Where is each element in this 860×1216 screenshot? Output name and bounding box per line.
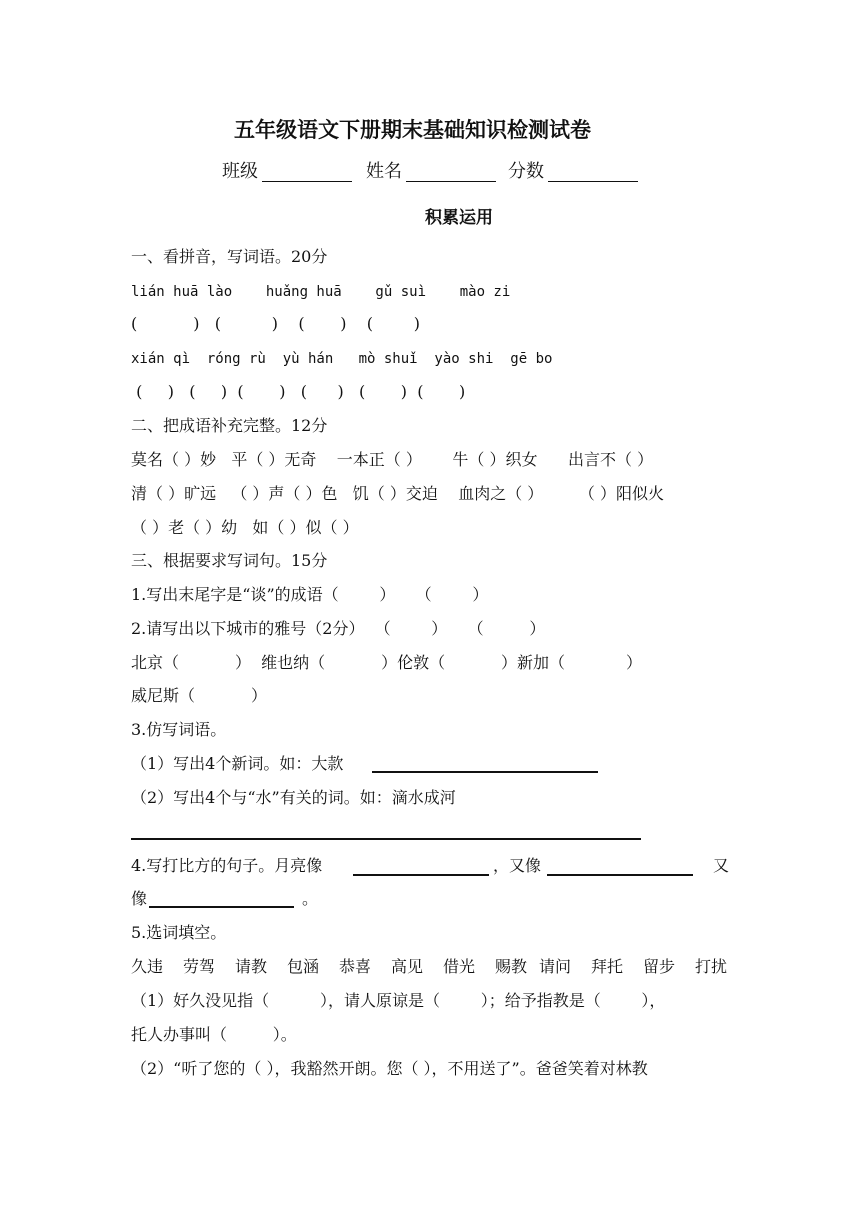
word-bank-item: 请问 [539,957,572,976]
q1-blanks-row2: ( ) ( ) ( ) ( ) ( ) ( ) [131,382,466,401]
q1-pinyin-row1: lián huā lào huǎng huā gǔ suì mào zi [131,284,511,300]
q3-item2: 2.请写出以下城市的雅号（2分） （ ） （ ） [131,619,546,638]
q3-item3-2: （2）写出4个与“水”有关的词。如：滴水成河 [131,788,456,807]
q3-item4-a: 4.写打比方的句子。月亮像 [131,856,323,875]
q3-cities-row2: 威尼斯（ ） [131,686,267,705]
q2-row1: 莫名（ ）妙 平（ ）无奇 一本正（ ） 牛（ ）织女 出言不（ ） [131,450,654,469]
name-blank[interactable] [406,181,496,182]
score-blank[interactable] [548,181,638,182]
word-bank-item: 拜托 [591,957,624,976]
class-blank[interactable] [262,181,352,182]
q3-item5-2: （2）“听了您的（ ），我豁然开朗。您（ ），不用送了”。爸爸笑着对林教 [131,1059,648,1078]
section-title: 积累运用 [425,208,493,228]
name-label: 姓名 [366,161,402,182]
q3-item5: 5.选词填空。 [131,923,227,942]
q2-row3: （ ）老（ ）幼 如（ ）似（ ） [131,518,359,537]
q3-item3-1: （1）写出4个新词。如：大款 [131,754,344,773]
q3-item4-d: 像 [131,889,148,908]
word-bank-item: 包涵 [287,957,320,976]
q3-item5-1a: （1）好久没见指（ ），请人原谅是（ ）；给予指教是（ ）， [131,991,666,1010]
q3-item4-e: 。 [302,889,319,908]
word-bank-item: 请教 [235,957,268,976]
word-bank-item: 高见 [391,957,424,976]
item4-blank-3[interactable] [149,906,294,908]
q3-cities-row: 北京（ ） 维也纳（ ）伦敦（ ）新加（ ） [131,653,643,672]
q1-pinyin-row2: xián qì róng rù yù hán mò shuǐ yào shi gē bo [131,351,553,367]
q2-heading: 二、把成语补充完整。12分 [131,416,328,435]
item3-2-answer-line[interactable] [131,838,641,840]
q3-item4-c: 又 [713,856,730,875]
word-bank-item: 借光 [443,957,476,976]
item3-1-answer-line[interactable] [372,771,598,773]
word-bank-item: 劳驾 [183,957,216,976]
word-bank-item: 恭喜 [339,957,372,976]
item4-blank-1[interactable] [353,874,489,876]
word-bank-item: 赐教 [495,957,528,976]
word-bank-item: 留步 [643,957,676,976]
item4-blank-2[interactable] [547,874,693,876]
word-bank-item: 打扰 [695,957,728,976]
q3-item4-b: ，又像 [493,856,542,875]
q3-item1: 1.写出末尾字是“谈”的成语（ ） （ ） [131,585,489,604]
word-bank-item: 久违 [131,957,164,976]
q1-blanks-row1: ( ) ( ) ( ) ( ) [131,314,420,333]
score-label: 分数 [508,161,544,182]
q2-row2: 清（ ）旷远 （ ）声（ ）色 饥（ ）交迫 血肉之（ ） （ ）阳似火 [131,484,664,503]
q3-heading: 三、根据要求写词句。15分 [131,551,328,570]
q3-item5-1b: 托人办事叫（ ）。 [131,1025,297,1044]
q1-heading: 一、看拼音，写词语。20分 [131,247,328,266]
page-title: 五年级语文下册期末基础知识检测试卷 [234,118,591,142]
q3-item3: 3.仿写词语。 [131,720,227,739]
class-label: 班级 [222,161,258,182]
